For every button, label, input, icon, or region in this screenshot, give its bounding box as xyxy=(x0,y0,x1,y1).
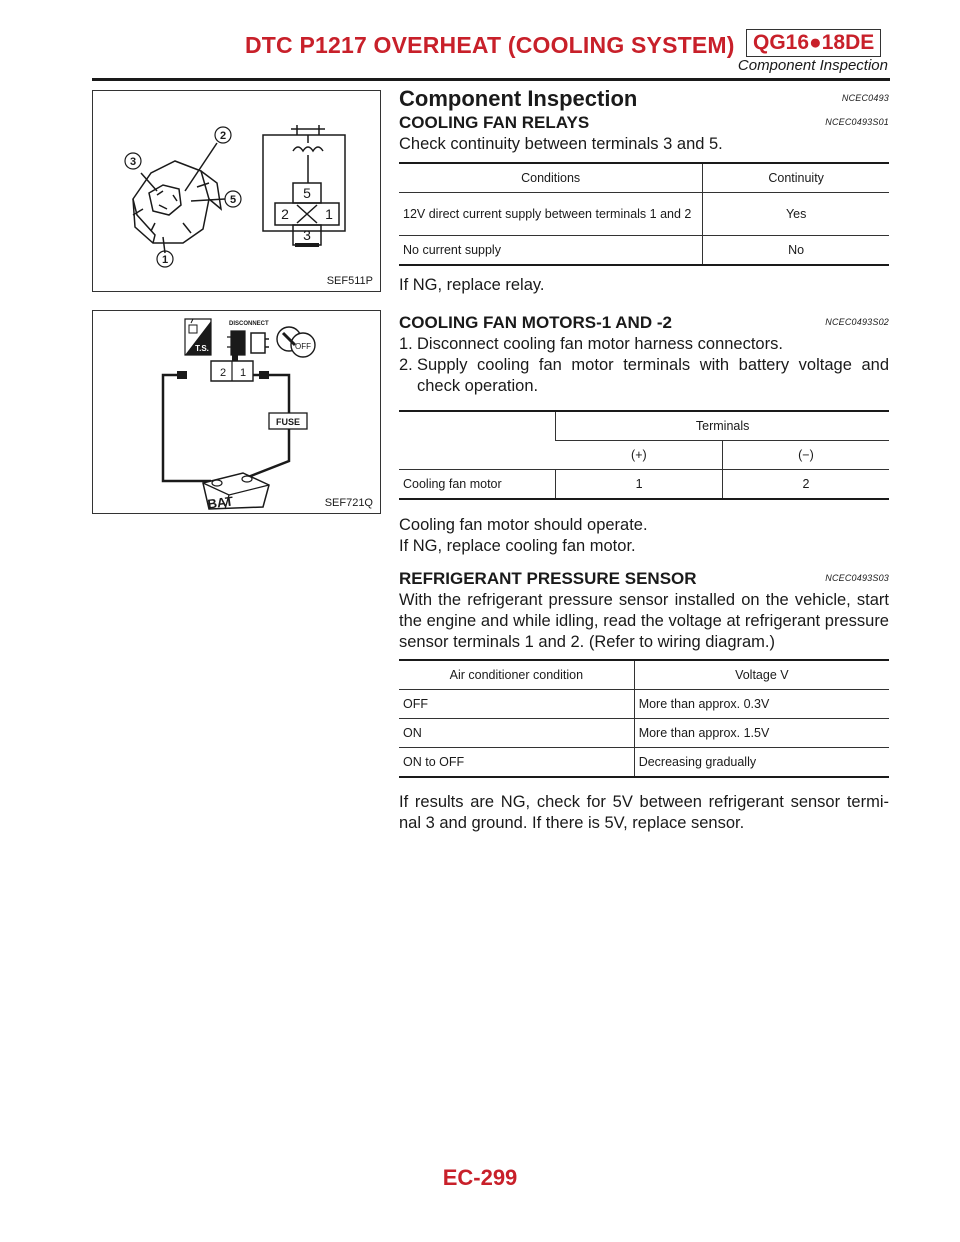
terminal-3-label: 3 xyxy=(303,227,311,243)
page-subtitle: Component Inspection xyxy=(737,57,888,74)
content-column xyxy=(399,86,889,834)
table-header-row xyxy=(399,163,889,193)
relay-illustration xyxy=(93,91,380,291)
relays-intro: Check continuity between terminals 3 and 5. xyxy=(399,135,723,153)
disconnect-tag: DISCONNECT xyxy=(229,321,269,327)
table-cell: Decreasing gradually xyxy=(634,748,889,778)
table-cell: ON to OFF xyxy=(399,748,634,778)
engine-model-badge: QG16●18DE xyxy=(746,29,881,57)
table-cell: 2 xyxy=(722,470,889,500)
terminal-5-label: 5 xyxy=(303,185,311,201)
table-header-cell: (−) xyxy=(722,441,889,470)
table-cell: More than approx. 1.5V xyxy=(634,719,889,748)
ts-tag: T.S. xyxy=(195,344,209,353)
section-title: Component Inspection xyxy=(399,86,638,111)
off-tag: OFF xyxy=(295,342,311,351)
table-cell: No xyxy=(703,236,889,266)
step-text: Supply cooling fan motor terminals with battery voltage and check operation. xyxy=(417,356,889,395)
table-header-cell: Continuity xyxy=(703,163,889,193)
figure-fan-motor-test xyxy=(92,310,381,514)
motor-step-1 xyxy=(399,334,889,355)
relays-heading xyxy=(399,112,889,134)
callout-1: 1 xyxy=(161,254,169,266)
callout-3: 3 xyxy=(129,156,137,168)
table-header-cell: (+) xyxy=(556,441,723,470)
fuse-tag: FUSE xyxy=(275,417,301,427)
terminal-1-label: 1 xyxy=(325,206,333,222)
table-row xyxy=(399,748,889,778)
motors-title: COOLING FAN MOTORS-1 AND -2 xyxy=(399,313,672,332)
callout-2: 2 xyxy=(219,130,227,142)
table-header-cell xyxy=(399,411,556,470)
connector-terminal-2: 2 xyxy=(219,367,227,379)
relays-table xyxy=(399,162,889,266)
table-row xyxy=(399,193,889,236)
table-header-cell: Terminals xyxy=(556,411,889,441)
motors-note-2: If NG, replace cooling fan motor. xyxy=(399,537,636,555)
relays-code: NCEC0493S01 xyxy=(825,117,889,127)
table-cell: More than approx. 0.3V xyxy=(634,690,889,719)
table-header-row xyxy=(399,660,889,690)
sensor-code: NCEC0493S03 xyxy=(825,573,889,583)
table-header-cell: Conditions xyxy=(399,163,703,193)
table-cell: OFF xyxy=(399,690,634,719)
sensor-title: REFRIGERANT PRESSURE SENSOR xyxy=(399,569,697,588)
sensor-table xyxy=(399,659,889,778)
page-section-title: DTC P1217 OVERHEAT (COOLING SYSTEM) xyxy=(245,32,735,58)
step-number: 2. xyxy=(399,356,413,374)
header-rule xyxy=(92,78,890,81)
step-text: Disconnect cooling fan motor harness connectors. xyxy=(417,335,783,353)
table-cell: Cooling fan motor xyxy=(399,470,556,500)
table-cell: 1 xyxy=(556,470,723,500)
terminal-2-label: 2 xyxy=(281,206,289,222)
table-header-cell: Voltage V xyxy=(634,660,889,690)
sensor-intro: With the refrigerant pressure sensor installed on the vehicle, start the engine and while idling, read the voltage at refrigerant pressure sensor terminals 1 and 2. (Refer to wiring diagram.) xyxy=(399,591,889,651)
sensor-heading xyxy=(399,568,889,590)
table-cell: Yes xyxy=(703,193,889,236)
callout-5: 5 xyxy=(229,194,237,206)
relays-title: COOLING FAN RELAYS xyxy=(399,113,590,132)
table-header-cell: Air conditioner condition xyxy=(399,660,634,690)
connector-terminal-1: 1 xyxy=(239,367,247,379)
section-code: NCEC0493 xyxy=(841,93,889,103)
table-header-row xyxy=(399,411,889,441)
table-row xyxy=(399,470,889,500)
table-row xyxy=(399,236,889,266)
step-number: 1. xyxy=(399,335,413,353)
table-cell: 12V direct current supply between terminals 1 and 2 xyxy=(399,193,703,236)
motor-step-2 xyxy=(399,355,889,397)
motors-heading xyxy=(399,312,889,334)
table-row xyxy=(399,719,889,748)
disconnect-icon xyxy=(227,331,269,355)
motors-code: NCEC0493S02 xyxy=(825,317,889,327)
fan-motor-test-illustration xyxy=(93,311,380,513)
table-row xyxy=(399,690,889,719)
figure-id-label: SEF511P xyxy=(326,275,373,287)
sensor-note: If results are NG, check for 5V between refrigerant sensor termi-nal 3 and ground. If there is 5V, replace sensor. xyxy=(399,793,889,832)
bat-tag: BAT xyxy=(206,493,235,512)
table-cell: ON xyxy=(399,719,634,748)
section-heading xyxy=(399,86,889,112)
table-cell: No current supply xyxy=(399,236,703,266)
motors-table xyxy=(399,410,889,500)
figure-relay xyxy=(92,90,381,292)
page-number: EC-299 xyxy=(442,1165,518,1190)
relays-note: If NG, replace relay. xyxy=(399,276,545,294)
figure-id-label: SEF721Q xyxy=(324,497,373,509)
motors-note-1: Cooling fan motor should operate. xyxy=(399,516,648,534)
